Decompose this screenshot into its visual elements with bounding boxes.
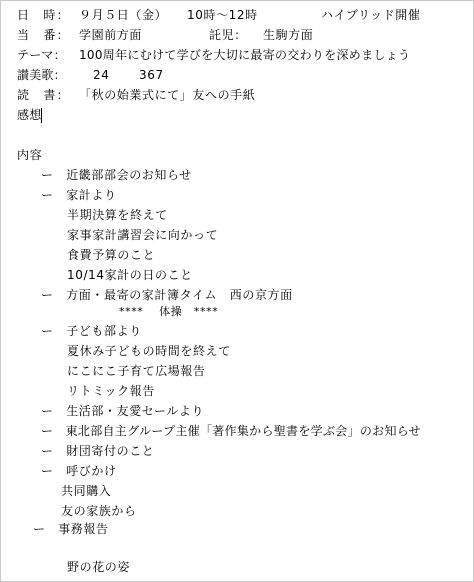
reading-label: 読 書： (17, 88, 70, 102)
list-item: 家事家計講習会に向かって (67, 228, 219, 242)
list-item: ー 生活部・友愛セールより (41, 404, 205, 418)
list-item: 共同購入 (61, 484, 112, 498)
date-label: 日 時： (17, 8, 70, 22)
list-item: ー 事務報告 (33, 522, 109, 536)
mode-value: ハイブリッド開催 (321, 8, 421, 22)
list-item: ー 近畿部部会のお知らせ (41, 168, 192, 182)
list-item: リトミック報告 (67, 384, 155, 398)
list-item: 半期決算を終えて (67, 208, 168, 222)
list-item: ー 家計より (41, 188, 117, 202)
content-heading: 内容 (17, 148, 43, 162)
list-item: 食費予算のこと (67, 248, 156, 262)
childcare-label: 託児： (209, 28, 247, 42)
list-item: ー 方面・最寄の家計簿タイム 西の京方面 (41, 288, 293, 302)
hymn-number-2: 367 (139, 68, 164, 82)
theme-label: テーマ： (17, 48, 66, 62)
list-item: にこにこ子育て広場報告 (67, 364, 206, 378)
list-item: ー 子ども部より (41, 324, 142, 338)
list-item: 10/14家計の日のこと (67, 268, 193, 282)
childcare-value: 生駒方面 (263, 28, 314, 42)
theme-value: 100周年にむけて学びを大切に最寄の交わりを深めましょう (79, 48, 411, 62)
list-item: 友の家族から (61, 504, 137, 518)
duty-value: 学園前方面 (79, 28, 143, 42)
list-item: 野の花の姿 (67, 560, 131, 574)
list-item: 夏休み子どもの時間を終えて (67, 344, 231, 358)
reading-value: 「秋の始業式にて」友への手紙 (79, 88, 256, 102)
impression-label: 感想 (17, 108, 42, 122)
hymn-label: 讃美歌： (17, 68, 66, 82)
list-item: ー 呼びかけ (41, 464, 117, 478)
text-cursor[interactable] (41, 108, 42, 123)
time-value: 10時～12時 (187, 8, 258, 22)
list-item: ー 財団寄付のこと (41, 444, 155, 458)
list-item: **** 体操 **** (119, 305, 219, 318)
date-value: ９月５日（金） (79, 8, 168, 22)
hymn-number-1: 24 (93, 68, 110, 82)
duty-label: 当 番： (17, 28, 70, 42)
list-item: ー 東北部自主グループ主催「著作集から聖書を学ぶ会」のお知らせ (41, 424, 421, 438)
